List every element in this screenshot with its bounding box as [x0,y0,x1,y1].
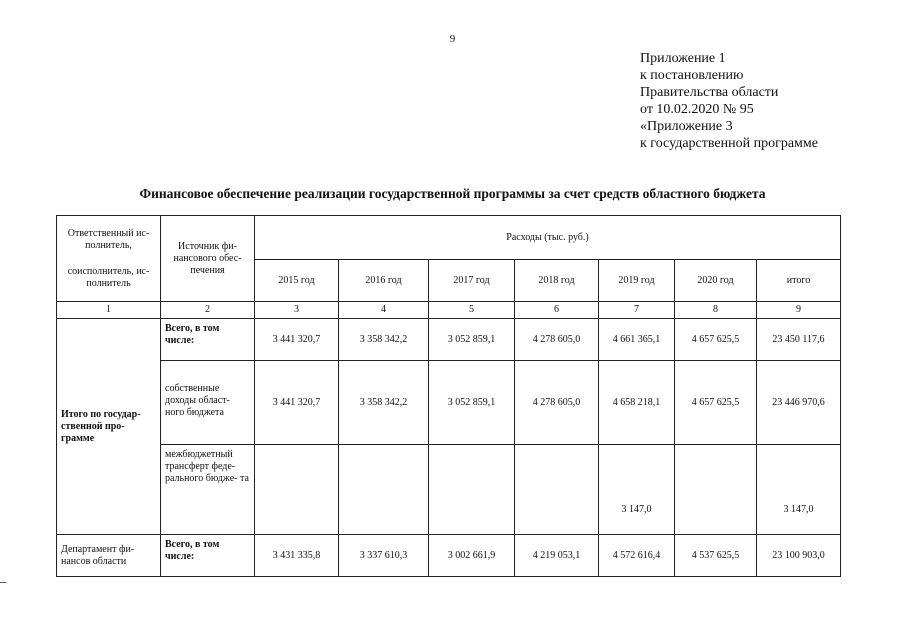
value-cell: 3 441 320,7 [255,361,339,445]
appendix-line: к государственной программе [640,136,818,151]
value-cell: 3 147,0 [599,445,675,535]
value-cell: 3 147,0 [757,445,841,535]
scan-margin-mark [0,582,6,583]
value-cell: 4 657 625,5 [675,361,757,445]
document-title: Финансовое обеспечение реализации государственной программы за счет средств областного бюджета [139,186,766,201]
value-cell: 4 657 625,5 [675,319,757,361]
value-cell: 23 446 970,6 [757,361,841,445]
value-cell: 3 052 859,1 [429,319,515,361]
value-cell: 4 278 605,0 [515,361,599,445]
value-cell: 4 219 053,1 [515,535,599,577]
value-cell [255,445,339,535]
header-responsible-line1: Ответственный ис- полнитель, [67,227,150,251]
table-row [57,535,841,577]
header-responsible [57,216,161,302]
column-number: 7 [599,302,675,319]
source-cell: межбюджетный трансферт феде- рального бюдже- та [161,445,255,535]
column-number: 3 [255,302,339,319]
value-cell [429,445,515,535]
source-cell: Всего, в том числе: [161,319,255,361]
header-expenses: Расходы (тыс. руб.) [255,216,841,260]
header-year: 2015 год [255,260,339,302]
header-responsible-line2: соисполнитель, ис- полнитель [67,265,150,289]
column-number: 9 [757,302,841,319]
value-cell: 3 002 661,9 [429,535,515,577]
value-cell [515,445,599,535]
appendix-line: к постановлению [640,68,744,83]
column-number: 6 [515,302,599,319]
page-number: 9 [449,33,456,45]
value-cell: 4 537 625,5 [675,535,757,577]
value-cell: 3 337 610,3 [339,535,429,577]
appendix-line: от 10.02.2020 № 95 [640,102,754,117]
value-cell: 3 431 335,8 [255,535,339,577]
table-row [57,319,841,361]
value-cell: 23 100 903,0 [757,535,841,577]
source-cell: собственные доходы област- ного бюджета [161,361,255,445]
column-number: 8 [675,302,757,319]
appendix-line: Приложение 1 [640,51,726,66]
header-year: 2020 год [675,260,757,302]
value-cell: 3 441 320,7 [255,319,339,361]
responsible-cell: Итого по государ- ственной про- грамме [57,319,161,535]
header-year: 2019 год [599,260,675,302]
value-cell: 3 358 342,2 [339,319,429,361]
value-cell: 4 658 218,1 [599,361,675,445]
column-number: 2 [161,302,255,319]
header-total: итого [757,260,841,302]
header-year: 2018 год [515,260,599,302]
value-cell: 3 052 859,1 [429,361,515,445]
appendix-line: «Приложение 3 [640,119,733,134]
header-source: Источник фи- нансового обес- печения [161,216,255,302]
value-cell: 4 661 365,1 [599,319,675,361]
table-row [57,361,841,445]
source-cell: Всего, в том числе: [161,535,255,577]
value-cell: 4 572 616,4 [599,535,675,577]
header-year: 2017 год [429,260,515,302]
appendix-line: Правительства области [640,85,779,100]
column-number: 1 [57,302,161,319]
header-year: 2016 год [339,260,429,302]
column-number: 4 [339,302,429,319]
value-cell [339,445,429,535]
value-cell [675,445,757,535]
value-cell: 3 358 342,2 [339,361,429,445]
responsible-cell: Департамент фи- нансов области [57,535,161,577]
financing-table [56,215,841,577]
table-row [57,445,841,535]
column-number: 5 [429,302,515,319]
value-cell: 23 450 117,6 [757,319,841,361]
appendix-block [640,50,818,152]
value-cell: 4 278 605,0 [515,319,599,361]
